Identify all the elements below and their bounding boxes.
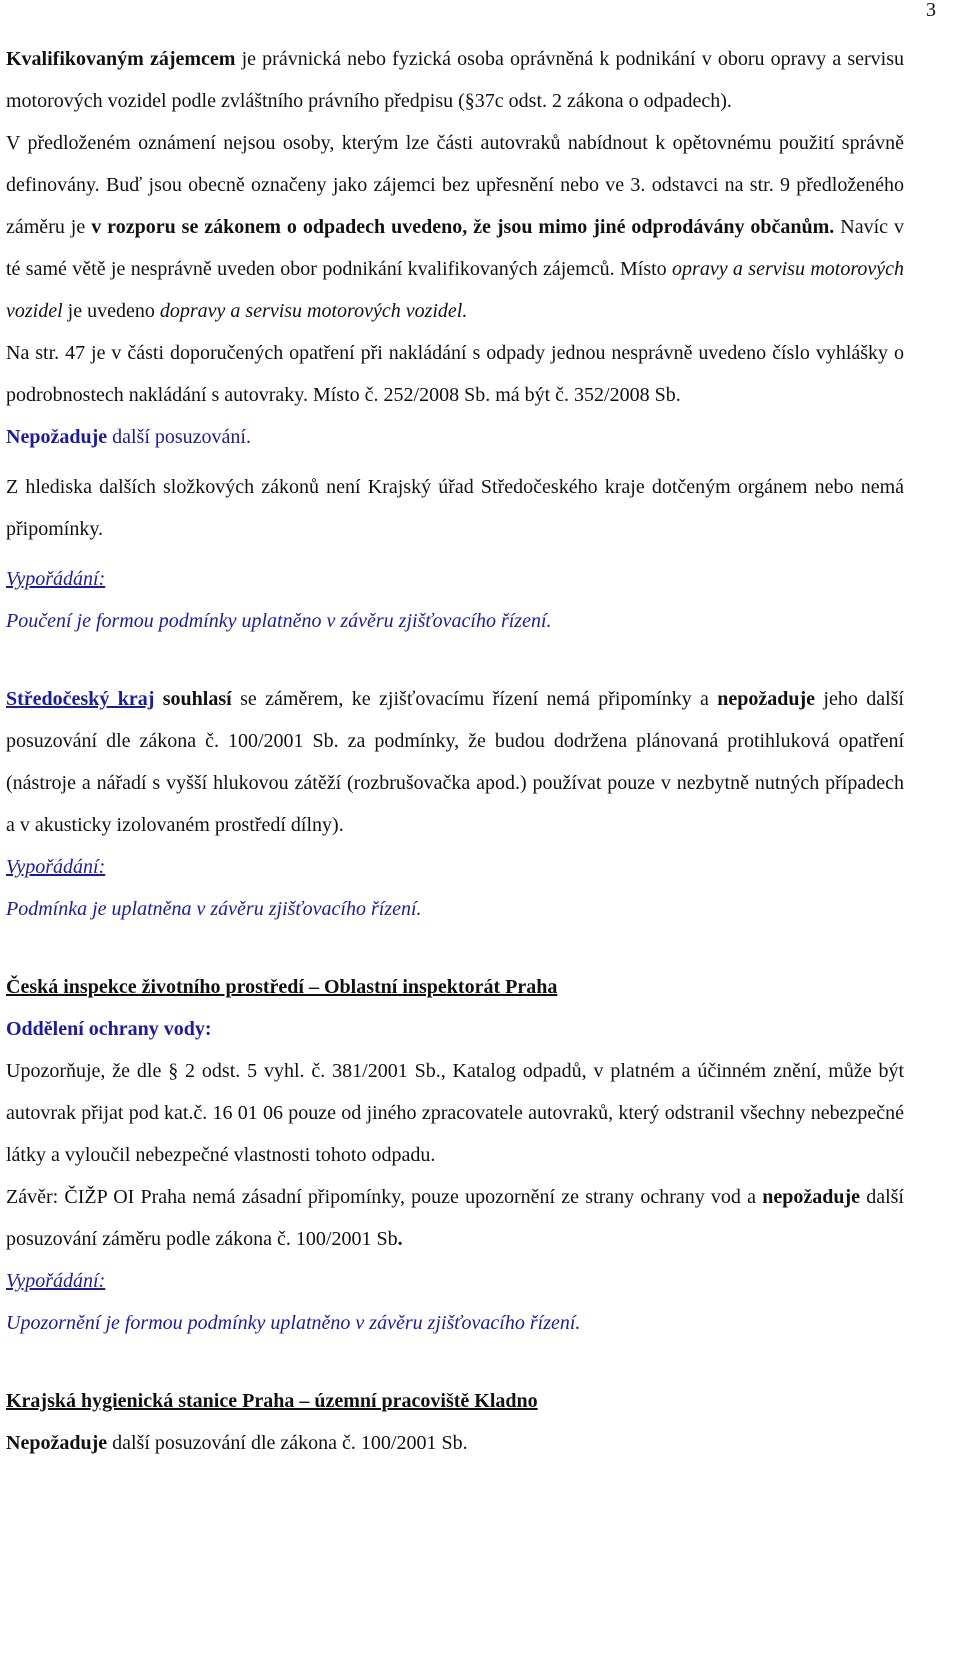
paragraph-other-laws: Z hlediska dalších složkových zákonů není Krajský úřad Středočeského kraje dotčeným orgánem nebo nemá připomínky. <box>6 476 904 540</box>
authority-name: Středočeský kraj <box>6 688 155 710</box>
italic-wrong-term: dopravy a servisu motorových vozidel. <box>159 300 468 322</box>
settlement-label <box>6 558 904 600</box>
subheading-water-protection <box>6 1008 904 1050</box>
heading-text: Krajská hygienická stanice Praha – územní pracoviště Kladno <box>6 1390 538 1412</box>
text-run: Závěr: ČIŽP OI Praha nemá zásadní připomínky, pouze upozornění ze strany ochrany vod a <box>6 1186 763 1208</box>
section-heading-khs <box>6 1380 904 1422</box>
settlement-label <box>6 1260 904 1302</box>
bold-nepozaduje: nepožaduje <box>762 1186 861 1208</box>
paragraph-notice-deficiencies <box>6 122 904 332</box>
text-run: Navíc v té samé větě je nesprávně uveden obor podnikání kvalifikovaných zájemců. Místo <box>6 216 904 280</box>
text-run: jeho další posuzování dle zákona č. 100/2001 Sb. za podmínky, že budou dodržena plánovaná protihluková opatření (nástroje a nářadí s vyšší hlukovou zátěží (rozbrušovačka apod.) používat pouze v nezbytně nutných případech a v akusticky izolovaném prostředí dílny). <box>6 688 904 836</box>
bold-nepozaduje: Nepožaduje <box>6 1432 108 1454</box>
vyporadani-label: Vypořádání: <box>6 1270 106 1292</box>
text-run: je uvedeno <box>62 300 160 322</box>
text-run: . <box>397 1228 403 1250</box>
defined-term: Kvalifikovaným zájemcem <box>6 48 236 70</box>
page-number: 3 <box>926 0 936 21</box>
paragraph-khs-decision <box>6 1422 904 1464</box>
text-run: další posuzování záměru podle zákona č. 100/2001 Sb <box>6 1186 904 1250</box>
paragraph-central-bohemia-region <box>6 678 904 846</box>
text-run: V předloženém oznámení nejsou osoby, kterým lze části autovraků nabídnout k opětovnému použití správně definovány. Buď jsou obecně označeny jako zájemci bez upřesnění nebo ve 3. odstavci na str. 9 předloženého záměru je <box>6 132 904 238</box>
paragraph-page-47-correction: Na str. 47 je v části doporučených opatření při nakládání s odpady jednou nesprávně uvedeno číslo vyhlášky o podrobnostech nakládání s autovraky. Místo č. 252/2008 Sb. má být č. 352/2008 Sb. <box>6 342 904 406</box>
emphasis-contradiction: v rozporu se zákonem o odpadech uvedeno, že jsou mimo jiné odprodávány občanům. <box>91 216 835 238</box>
subheading-text: Oddělení ochrany vody: <box>6 1018 212 1040</box>
text-run: se záměrem, ke zjišťovacímu řízení nemá připomínky a <box>231 688 718 710</box>
vyporadani-label: Vypořádání: <box>6 856 106 878</box>
settlement-label <box>6 846 904 888</box>
settlement-text <box>6 600 904 642</box>
section-heading-cizp <box>6 966 904 1008</box>
bold-nepozaduje: Nepožaduje <box>6 426 108 448</box>
settlement-text <box>6 1302 904 1344</box>
definition-text: je právnická nebo fyzická osoba oprávněná k podnikání v oboru opravy a servisu motorových vozidel podle zvláštního právního předpisu (§37c odst. 2 zákona o odpadech). <box>6 48 905 112</box>
italic-correct-term: opravy a servisu motorových vozidel <box>6 258 904 322</box>
settlement-result: Podmínka je uplatněna v závěru zjišťovacího řízení. <box>6 898 422 920</box>
text-run: další posuzování. <box>107 426 251 448</box>
settlement-result: Upozornění je formou podmínky uplatněno v závěru zjišťovacího řízení. <box>6 1312 581 1334</box>
paragraph-waste-catalogue: Upozorňuje, že dle § 2 odst. 5 vyhl. č. 381/2001 Sb., Katalog odpadů, v platném a účinném znění, může být autovrak přijat pod kat.č. 16 01 06 pouze od jiného zpracovatele autovraků, který odstranil všechny nebezpečné látky a vyloučil nebezpečné vlastnosti tohoto odpadu. <box>6 1060 904 1166</box>
vyporadani-label: Vypořádání: <box>6 568 106 590</box>
paragraph-conclusion-cizp <box>6 1176 904 1260</box>
settlement-result: Poučení je formou podmínky uplatněno v závěru zjišťovacího řízení. <box>6 610 552 632</box>
bold-nepozaduje: nepožaduje <box>717 688 816 710</box>
bold-souhlasi: souhlasí <box>162 688 232 710</box>
paragraph-qualified-interested-party <box>6 38 904 122</box>
document-body <box>6 38 904 1464</box>
heading-text: Česká inspekce životního prostředí – Oblastní inspektorát Praha <box>6 976 558 998</box>
text-run: další posuzování dle zákona č. 100/2001 Sb. <box>107 1432 468 1454</box>
paragraph-no-further-assessment <box>6 416 904 458</box>
settlement-text <box>6 888 904 930</box>
